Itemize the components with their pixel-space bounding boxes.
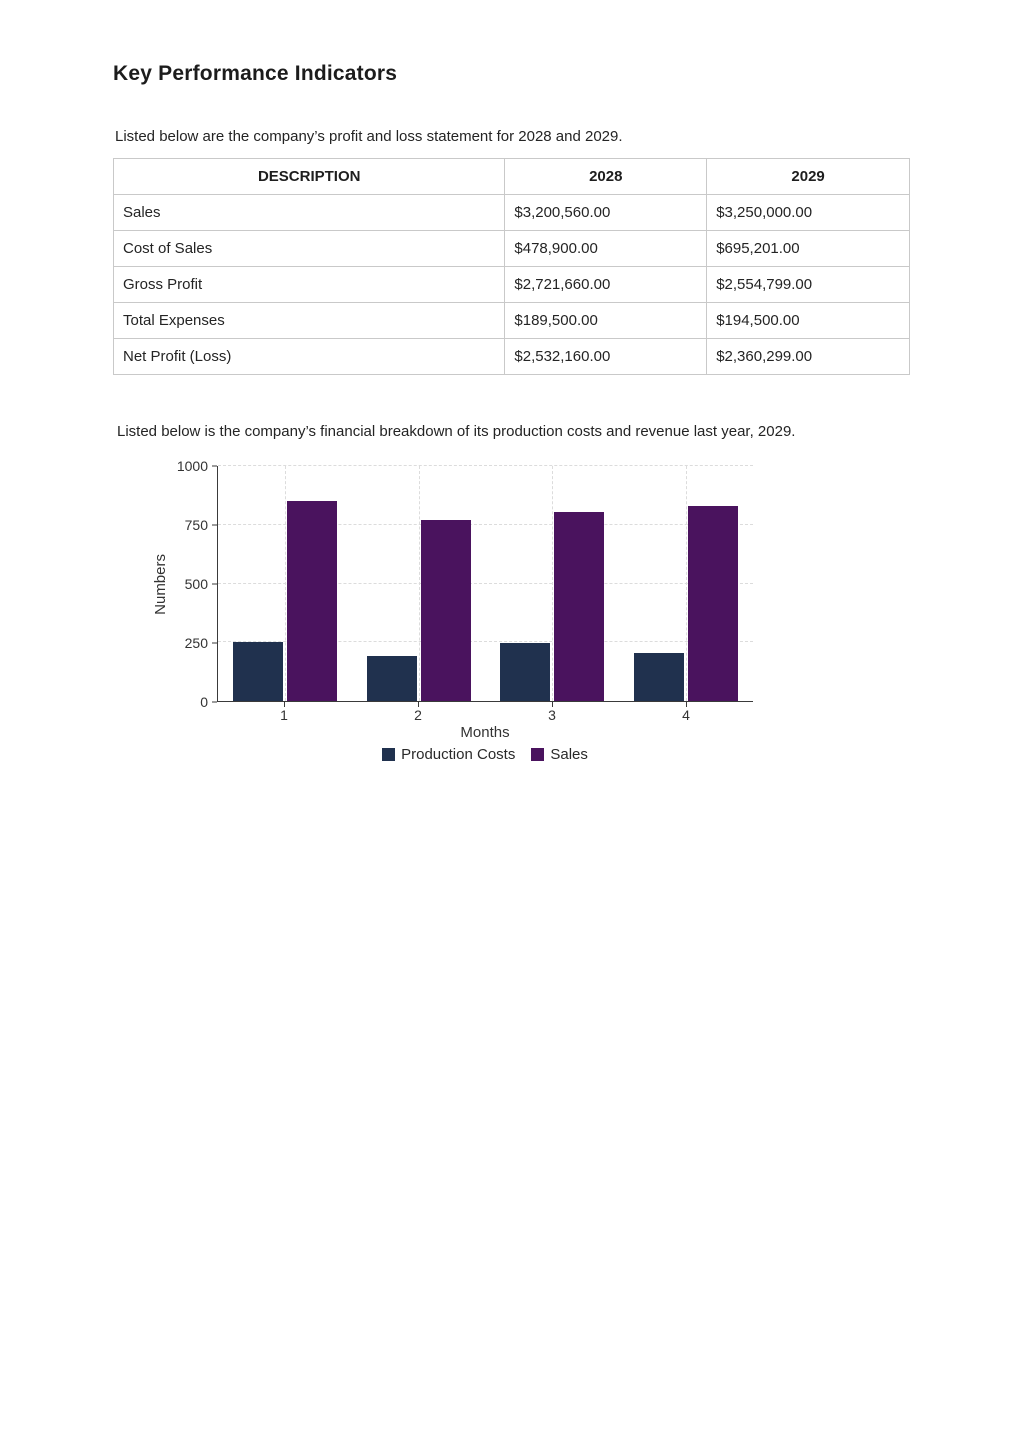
table-row — [114, 339, 910, 375]
bar-production-costs — [233, 642, 283, 701]
table-cell: $2,360,299.00 — [707, 339, 910, 375]
bar-group-month-4 — [634, 466, 738, 701]
table-cell: $194,500.00 — [707, 303, 910, 339]
chart-legend — [217, 746, 753, 763]
y-tick-label: 250 — [184, 635, 208, 651]
table-cell: $478,900.00 — [505, 231, 707, 267]
table-header-cell: DESCRIPTION — [114, 159, 505, 195]
y-axis — [171, 458, 217, 710]
legend-label: Sales — [550, 746, 588, 763]
table-cell: $2,532,160.00 — [505, 339, 707, 375]
bar-group-month-2 — [367, 466, 471, 701]
legend-swatch — [382, 748, 395, 761]
bar-sales — [421, 520, 471, 701]
bar-production-costs — [367, 656, 417, 701]
bar-sales — [688, 506, 738, 701]
table-row — [114, 231, 910, 267]
table-header-cell: 2028 — [505, 159, 707, 195]
table-body — [114, 195, 910, 375]
table-intro-text: Listed below are the company’s profit and loss statement for 2028 and 2029. — [115, 128, 623, 145]
table-cell: $3,200,560.00 — [505, 195, 707, 231]
x-axis-label: Months — [460, 724, 510, 741]
table-header-row — [114, 159, 910, 195]
table-row — [114, 195, 910, 231]
y-tick-label: 1000 — [176, 458, 208, 474]
bar-production-costs — [500, 643, 550, 701]
profit-loss-table — [113, 158, 910, 375]
table-header-cell: 2029 — [707, 159, 910, 195]
y-tick-label: 750 — [184, 517, 208, 533]
table-cell: $2,554,799.00 — [707, 267, 910, 303]
legend-swatch — [531, 748, 544, 761]
x-tick-label: 1 — [280, 707, 288, 723]
bar-production-costs — [634, 653, 684, 701]
x-tick-label: 2 — [414, 707, 422, 723]
table-cell: Cost of Sales — [114, 231, 505, 267]
bar-group-month-1 — [233, 466, 337, 701]
table-cell: $695,201.00 — [707, 231, 910, 267]
table-cell: $2,721,660.00 — [505, 267, 707, 303]
table-cell: Gross Profit — [114, 267, 505, 303]
table-row — [114, 303, 910, 339]
table-row — [114, 267, 910, 303]
legend-item-sales — [531, 746, 588, 763]
x-tick-label: 3 — [548, 707, 556, 723]
legend-label: Production Costs — [401, 746, 516, 763]
bar-sales — [554, 512, 604, 701]
table-cell: $3,250,000.00 — [707, 195, 910, 231]
x-axis — [217, 702, 753, 724]
bar-sales — [287, 501, 337, 701]
x-tick-label: 4 — [682, 707, 690, 723]
bar-group-month-3 — [500, 466, 604, 701]
y-axis-label-box — [149, 466, 171, 702]
y-tick-label: 500 — [184, 576, 208, 592]
table-cell: $189,500.00 — [505, 303, 707, 339]
table-cell: Sales — [114, 195, 505, 231]
table-cell: Net Profit (Loss) — [114, 339, 505, 375]
y-axis-label: Numbers — [151, 553, 169, 615]
chart-intro-text: Listed below is the company’s financial breakdown of its production costs and revenue last year, 2029. — [117, 423, 796, 440]
page-title: Key Performance Indicators — [113, 62, 398, 85]
table-head — [114, 159, 910, 195]
bar-chart — [149, 458, 789, 763]
y-tick-label: 0 — [200, 694, 208, 710]
legend-item-production-costs — [382, 746, 515, 763]
table-cell: Total Expenses — [114, 303, 505, 339]
chart-plot-area — [217, 466, 753, 702]
